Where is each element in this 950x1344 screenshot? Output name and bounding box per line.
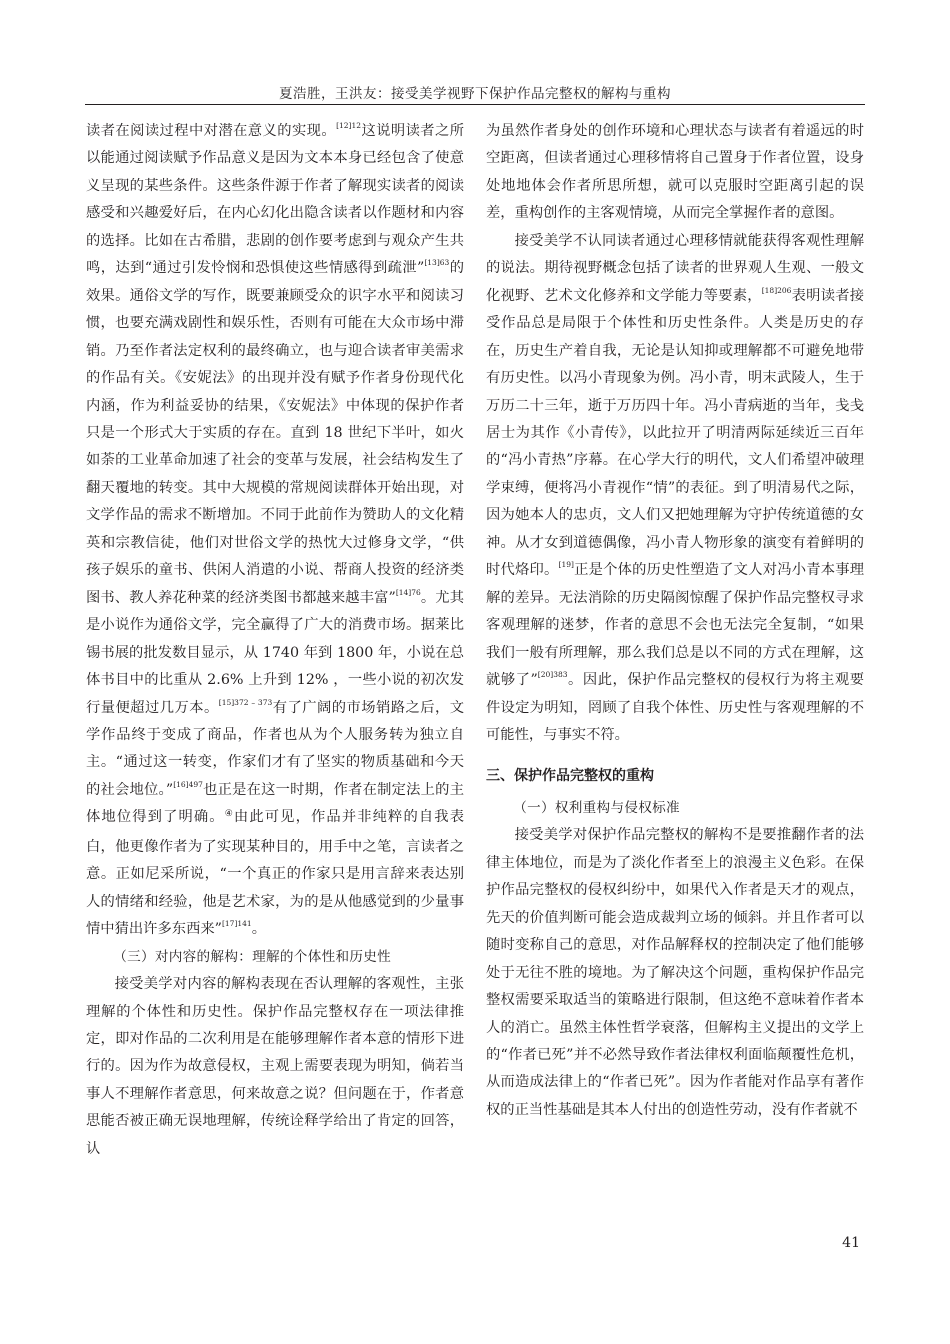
text-run: 正是个体的历史性塑造了文人对冯小青本事理解的差异。无法消除的历史隔阂惊醒了保护作品完整权寻求客观理解的迷梦，作者的意思不会也无法完全复制，“如果我们一般有所理解，那么我们总是以不同的方式在理解，这就够了” <box>486 562 865 689</box>
running-header: 夏浩胜，王洪友：接受美学视野下保护作品完整权的解构与重构 <box>279 86 671 102</box>
paragraph: 接受美学对内容的解构表现在否认理解的客观性，主张理解的个体性和历史性。保护作品完整权存在一项法律推定，即对作品的二次利用是在能够理解作者本意的情形下进行的。因为作为故意侵权，主观上需要表现为明知，倘若当事人不理解作者意思，何来故意之说？但问题在于，作者意思能否被正确无误地理解，传统诠释学给出了肯定的回答，认 <box>86 976 464 1157</box>
section-heading: 三、保护作品完整权的重构 <box>486 768 654 785</box>
subsection-heading: （三）对内容的解构：理解的个体性和历史性 <box>113 948 392 965</box>
text-run: 的效果。通俗文学的写作，既要兼顾受众的识字水平和阅读习惯，也要充满戏剧性和娱乐性，否则有可能在大众市场中滞销。乃至作者法定权利的最终确立，也与迎合读者审美需求的作品有关。《安妮法》的出现并没有赋予作者身份现代化内涵，作为利益妥协的结果，《安妮法》中体现的保护作者只是一个形式大于实质的存在。直到 18 世纪下半叶，如火如荼的工业革命加速了社会的变革与发展，社会结构发生了翻天覆地的转变。其中大规模的常规阅读群体开始出现，对文学作品的需求不断增加。不同于此前作为赞助人的文化精英和宗教信徒，他们对世俗文学的热忱大过修身文学，“供孩子娱乐的童书、供闲人消遣的小说、帮商人投资的经济类图书、教人养花种菜的经济类图书都越来越丰富” <box>86 260 464 606</box>
header-rule <box>85 104 865 105</box>
citation: [19] <box>558 560 574 570</box>
text-run: 。因此，保护作品完整权的侵权行为将主观要件设定为明知，罔顾了自我个体性、历史性与客观理解的不可能性，与事实不符。 <box>486 672 865 743</box>
citation: [14]76 <box>395 587 421 597</box>
text-run: 表明读者接受作品总是局限于个体性和历史性条件。人类是历史的存在，历史生产着自我，无论是认知抑或理解都不可避免地带有历史性。以冯小青现象为例。冯小青，明末武陵人，生于万历二十三年，逝于万历四十年。冯小青病逝的当年，戋戋居士为其作《小青传》，以此拉开了明清两际延续近三百年的“冯小青热”序幕。在心学大行的明代，文人们希望冲破理学束缚，便将冯小青视作“情”的表征。到了明清易代之际，因为她本人的忠贞，文人们又把她理解为守护传统道德的女神。从才女到道德偶像，冯小青人物形象的演变有着鲜明的时代烙印。 <box>486 287 865 579</box>
citation: [17]141 <box>221 919 252 929</box>
text-run: 。 <box>251 921 266 938</box>
citation: [13]63 <box>424 258 450 268</box>
subsection-heading: （一）权利重构与侵权标准 <box>513 799 680 816</box>
text-run: 这说明读者之所以能通过阅读赋予作品意义是因为文本本身已经包含了使意义呈现的某些条件。这些条件源于作者了解现实读者的阅读感受和兴趣爱好后，在内心幻化出隐含读者以作题材和内容的选择。比如在古希腊，悲剧的创作要考虑到与观众产生共鸣，达到“通过引发怜悯和恐惧使这些情感得到疏泄” <box>86 123 465 277</box>
citation: [16]497 <box>173 779 203 789</box>
citation: [12]12 <box>336 121 362 130</box>
text-run: 接受美学不认同读者通过心理移情就能获得客观性理解的说法。期待视野概念包括了读者的世界观人生观、一般文化视野、艺术文化修养和文学能力等要素， <box>486 232 864 304</box>
paragraph-continued <box>86 118 464 944</box>
citation: [20]383 <box>537 670 568 680</box>
paragraph <box>486 228 864 750</box>
paragraph: 接受美学对保护作品完整权的解构不是要推翻作者的法律主体地位，而是为了淡化作者至上的浪漫主义色彩。在保护作品完整权的侵权纠纷中，如果代入作者是天才的观点，先天的价值判断可能会造成裁判立场的倾斜。并且作者可以随时变称自己的意思，对作品解释权的控制决定了他们能够处于无往不胜的境地。为了解决这个问题，重构保护作品完整权需要采取适当的策略进行限制，但这绝不意味着作者本人的消亡。虽然主体性哲学衰落，但解构主义提出的文学上的“作者已死”并不必然导致作者法律权利面临颠覆性危机，从而造成法律上的“作者已死”。因为作者能对作品享有著作权的正当性基础是其本人付出的创造性劳动，没有作者就不 <box>486 827 864 1118</box>
text-run: 也正是在这一时期，作者在制定法上的主体地位得到了明确。 <box>86 781 464 826</box>
citation: [15]372 – 373 <box>218 697 273 707</box>
page-number: 41 <box>842 1235 860 1251</box>
text-run: 读者在阅读过程中对潜在意义的实现。 <box>86 123 337 139</box>
citation: [18]206 <box>761 285 792 295</box>
paragraph-continued: 为虽然作者身处的创作环境和心理状态与读者有着遥远的时空距离，但读者通过心理移情将自己置身于作者位置，设身处地地体会作者所思所想，就可以克服时空距离引起的误差，重构创作的主客观情境，从而完全掌握作者的意图。 <box>486 123 864 222</box>
text-run: 有了广阔的市场销路之后，文学作品终于变成了商品，作者也从为个人服务转为独立自主。“通过这一转变，作家们才有了坚实的物质基础和今天的社会地位。” <box>86 699 465 798</box>
text-run: 。尤其是小说作为通俗文学，完全赢得了广大的消费市场。据莱比锡书展的批发数目显示，从 1740 年到 1800 年，小说在总体书目中的比重从 2.6% 上升到 12% ，一些小说的初次发行量便超过几万本。 <box>86 589 464 716</box>
footnote-marker: ④ <box>224 809 234 820</box>
text-run: 由此可见，作品并非纯粹的自我表白，他更像作者为了实现某种目的，用手中之笔，言读者之意。正如尼采所说，“一个真正的作家只是用言辞来表达别人的情绪和经验，他是艺术家，为的是从他感觉到的少量事情中猜出许多东西来” <box>86 809 465 938</box>
right-column <box>486 118 864 1124</box>
left-column <box>86 118 464 1163</box>
